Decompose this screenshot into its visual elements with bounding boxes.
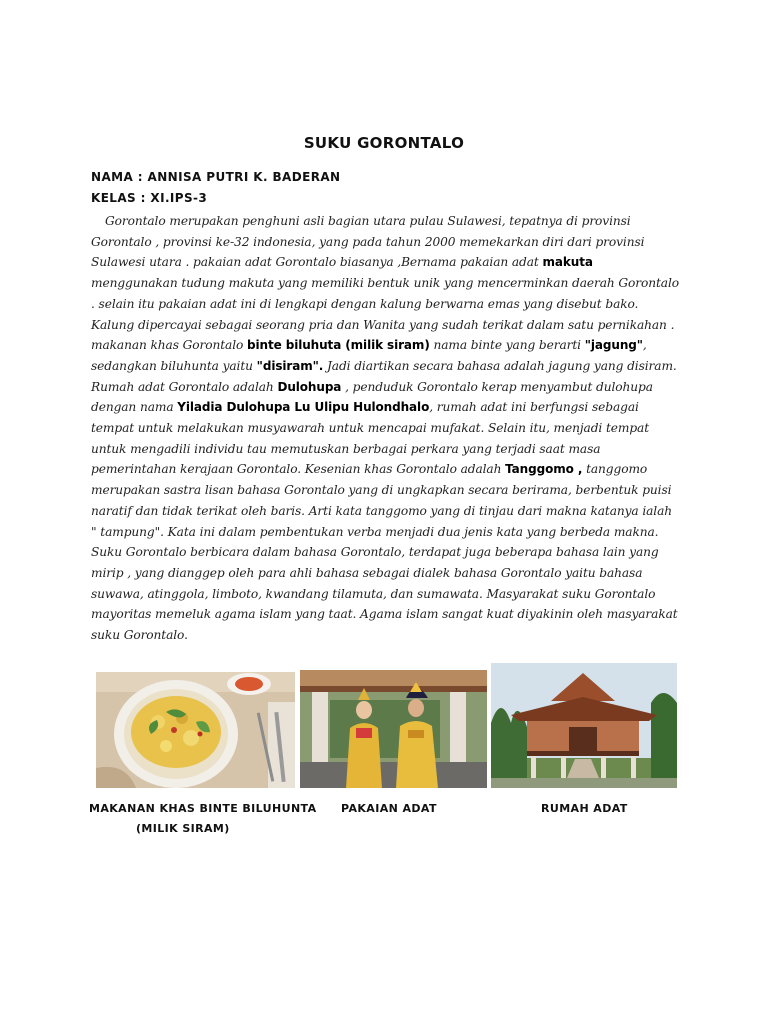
- body-paragraph: [91, 211, 681, 646]
- bold-term: "jagung": [584, 338, 643, 353]
- photo-pakaian-adat: [300, 670, 487, 788]
- bold-term: Yiladia Dulohupa Lu Ulipu Hulondhalo: [177, 400, 430, 415]
- bold-term: "disiram".: [256, 358, 324, 373]
- page-title: SUKU GORONTALO: [303, 134, 465, 152]
- caption-pakaian: PAKAIAN ADAT: [341, 802, 437, 815]
- bold-term: binte biluhuta (milik siram): [247, 338, 430, 353]
- caption-rumah: RUMAH ADAT: [541, 802, 628, 815]
- caption-makanan-sub: (MILIK SIRAM): [136, 822, 230, 835]
- paragraph-text: tanggomo merupakan sastra lisan bahasa Gorontalo yang di ungkapkan secara berirama, berbentuk puisi naratif dan tidak terikat oleh baris. Arti kata tanggomo yang di tinjau dari makna katanya ialah " tampung". Kata ini dalam pembentukan verba menjadi dua jenis kata yang berbeda makna. Suku Gorontalo berbicara dalam bahasa Gorontalo, terdapat juga beberapa bahasa lain yang mirip , yang dianggep oleh para ahli bahasa sebagai dialek bahasa Gorontalo yaitu bahasa suwawa, atinggola, limboto, kwandang tilamuta, dan sumawata. Masyarakat suku Gorontalo mayoritas memeluk agama islam yang taat. Agama islam sangat kuat diyakinin oleh masyarakat suku Gorontalo.: [91, 462, 678, 643]
- student-class: KELAS : XI.IPS-3: [91, 191, 208, 205]
- bold-term: Dulohupa: [277, 379, 342, 394]
- paragraph-text: nama binte yang berarti: [429, 338, 585, 353]
- paragraph-text: menggunakan tudung makuta yang memiliki bentuk unik yang mencerminkan daerah Gorontalo . selain itu pakaian adat ini di lengkapi dengan kalung berwarna emas yang disebut bako. Kalung dipercayai sebagai seorang pria dan Wanita yang sudah terikat dalam satu pernikahan . makanan khas Gorontalo: [91, 276, 679, 353]
- paragraph-text: , rumah adat ini berfungsi sebagai tempat untuk melakukan musyawarah untuk mencapai mufakat. Selain itu, menjadi tempat untuk mengadili individu tau memutuskan berbagai perkara yang terjadi saat masa pemerintahan kerajaan Gorontalo. Kesenian khas Gorontalo adalah: [91, 400, 650, 477]
- paragraph-text: , penduduk Gorontalo kerap menyambut dulohupa dengan nama: [91, 379, 653, 415]
- paragraph-text: Jadi diartikan secara bahasa adalah jagung yang disiram. Rumah adat Gorontalo adalah: [91, 358, 677, 394]
- bold-term: makuta: [542, 255, 593, 270]
- bold-term: Tanggomo ,: [505, 462, 583, 477]
- student-name: NAMA : ANNISA PUTRI K. BADERAN: [91, 170, 341, 184]
- paragraph-text: Gorontalo merupakan penghuni asli bagian utara pulau Sulawesi, tepatnya di provinsi Gorontalo , provinsi ke-32 indonesia, yang pada tahun 2000 memekarkan diri dari provinsi Sulawesi utara . pakaian adat Gorontalo biasanya ,Bernama pakaian adat: [91, 214, 645, 270]
- paragraph-text: , sedangkan biluhunta yaitu: [91, 338, 647, 373]
- caption-makanan: MAKANAN KHAS BINTE BILUHUNTA: [89, 802, 317, 815]
- photo-rumah-adat: [491, 663, 677, 788]
- photo-binte-biluhuta: [96, 672, 295, 788]
